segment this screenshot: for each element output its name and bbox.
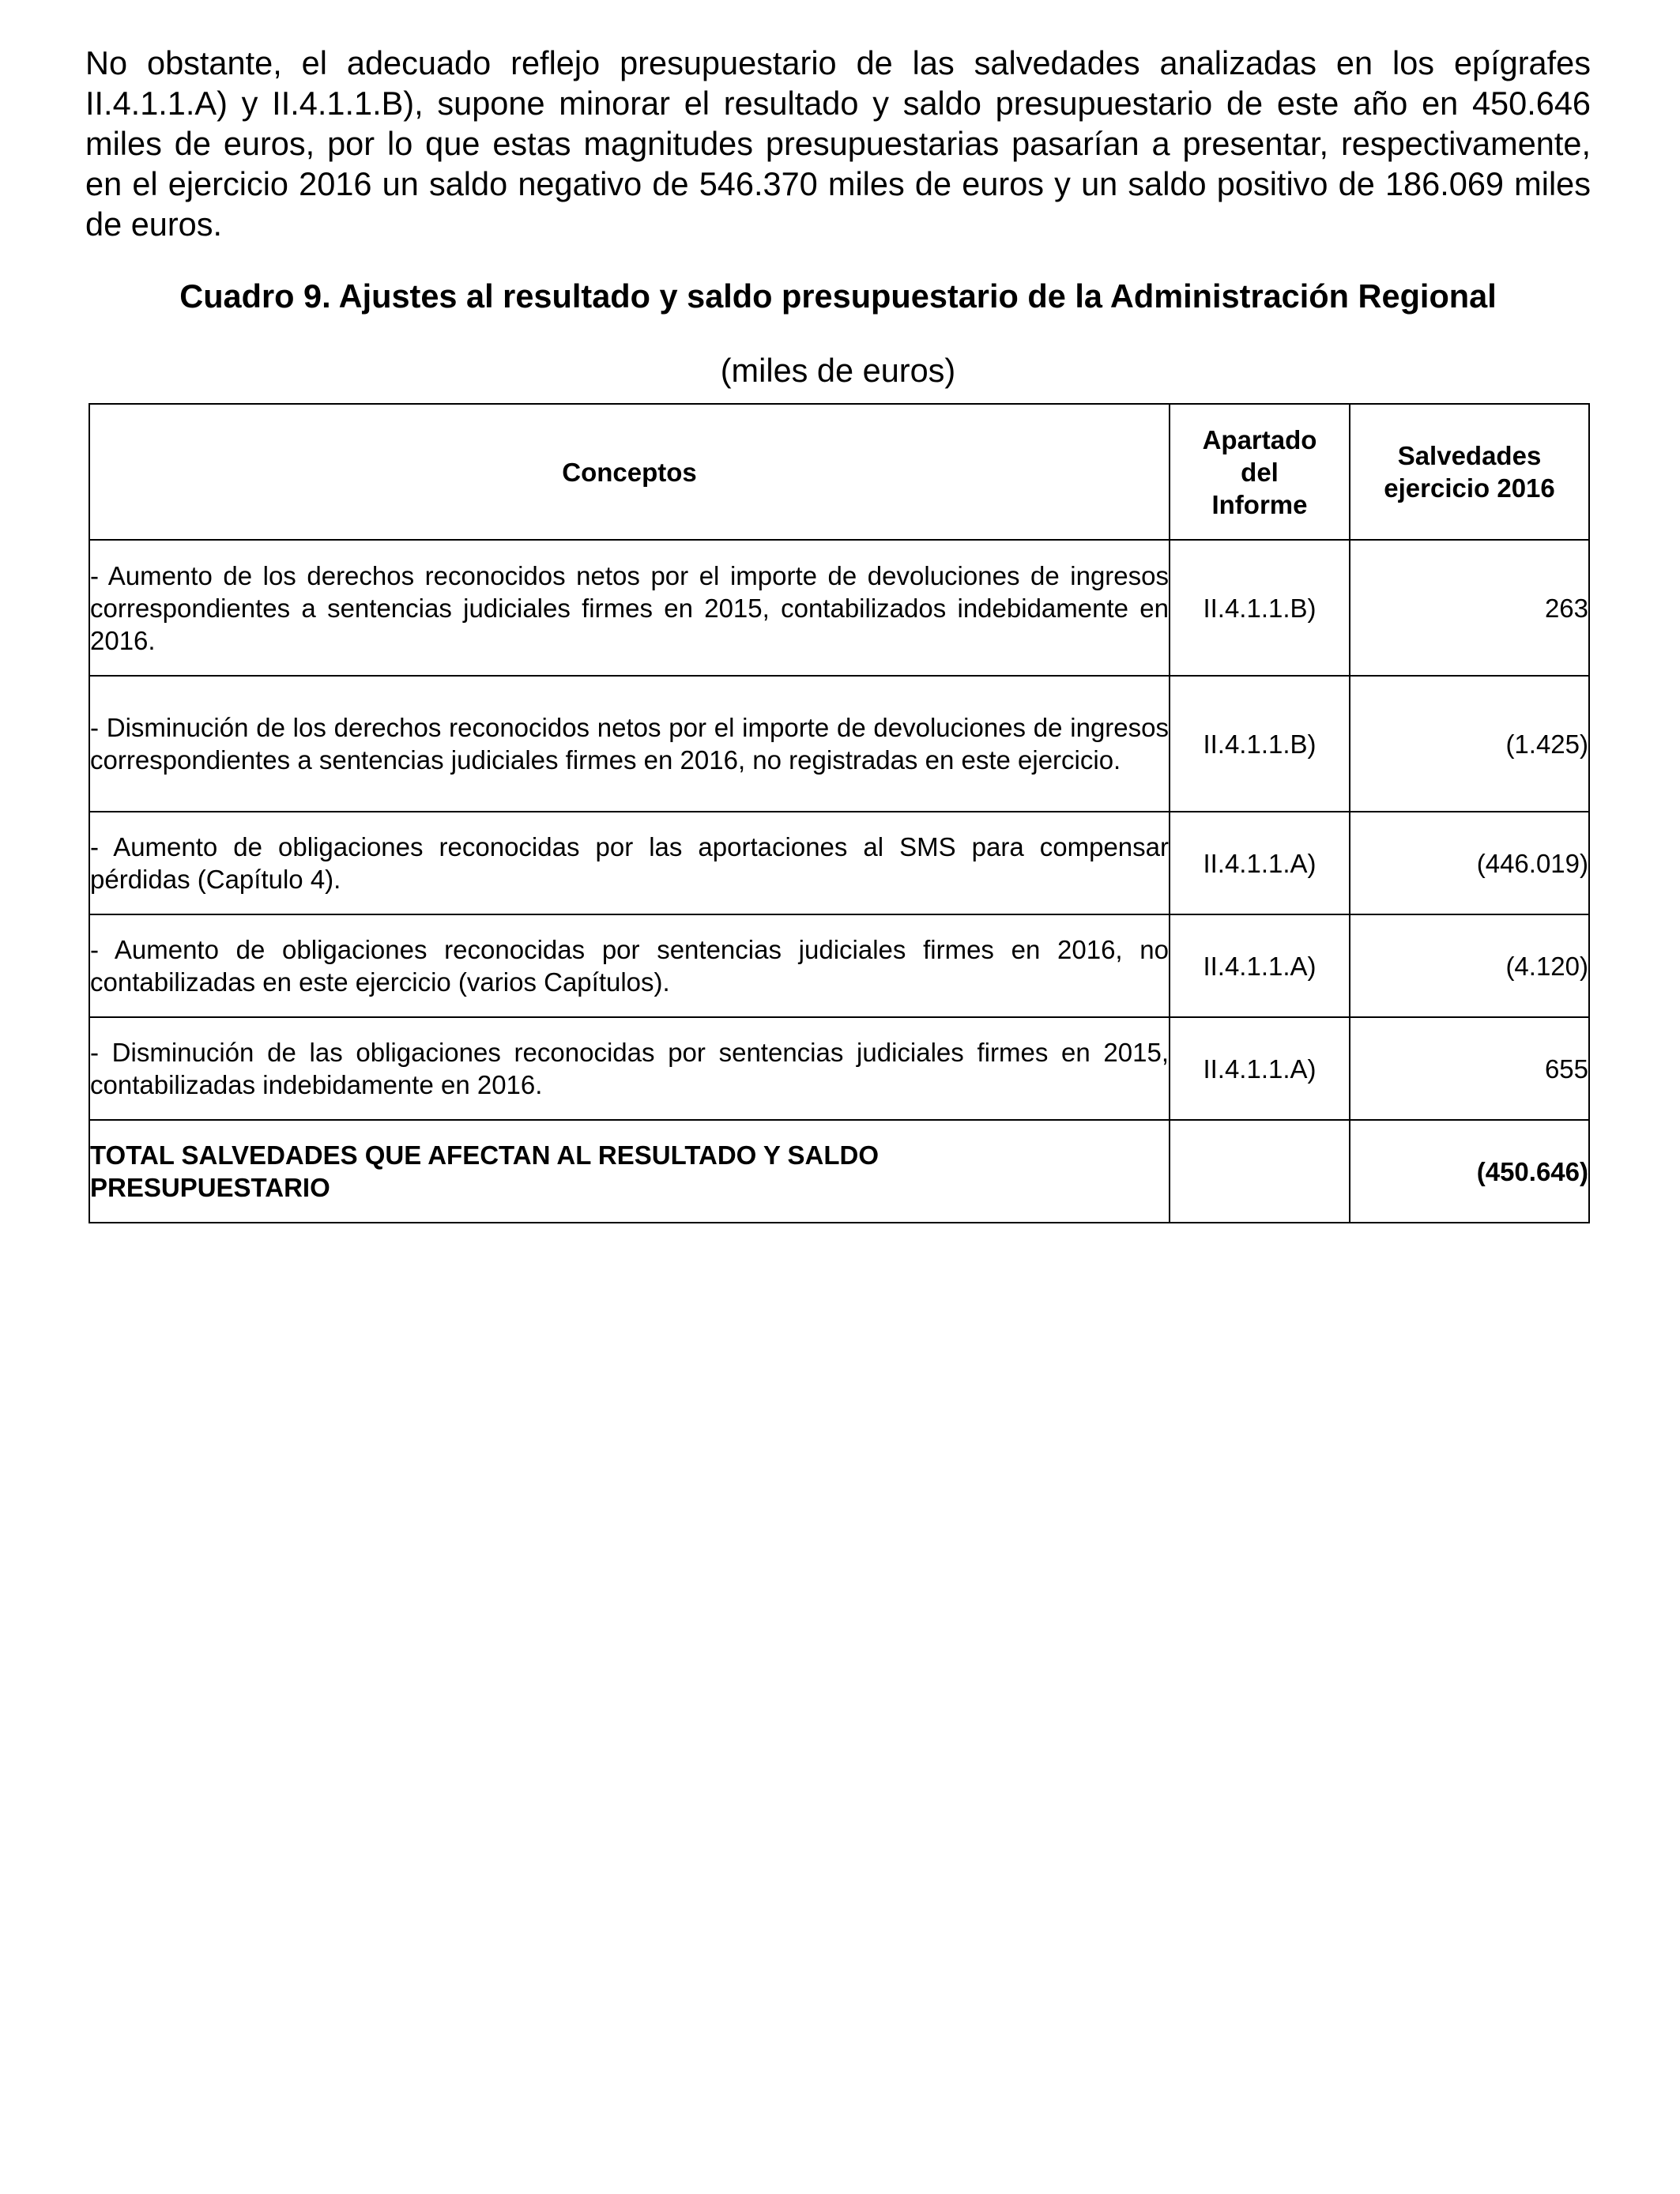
header-section-line: Informe [1211,489,1308,519]
total-amount: (450.646) [1350,1120,1589,1223]
row-concept: - Aumento de obligaciones reconocidas por sentencias judiciales firmes en 2016, no contabilizadas en este ejercicio (varios Capítulos). [89,914,1170,1017]
table-row [89,914,1589,1017]
header-section-line: del [1241,457,1279,487]
table-row [89,1017,1589,1120]
table-row [89,812,1589,914]
row-amount: (1.425) [1350,676,1589,812]
row-amount: (446.019) [1350,812,1589,914]
total-concept-line: PRESUPUESTARIO [90,1173,330,1202]
row-concept: - Disminución de los derechos reconocidos netos por el importe de devoluciones de ingresos correspondientes a sentencias judiciales firmes en 2016, no registradas en este ejercicio. [89,676,1170,812]
total-concept-line: TOTAL SALVEDADES QUE AFECTAN AL RESULTADO Y SALDO [90,1140,880,1170]
table-header-row [89,404,1589,540]
table-row [89,540,1589,676]
total-section [1170,1120,1350,1223]
header-section-line: Apartado [1202,424,1317,454]
header-amount-line: Salvedades [1397,441,1542,470]
total-concept [89,1120,1170,1223]
row-concept: - Disminución de las obligaciones reconocidas por sentencias judiciales firmes en 2015, contabilizadas indebidamente en 2016. [89,1017,1170,1120]
table-total-row [89,1120,1589,1223]
row-section: II.4.1.1.B) [1170,540,1350,676]
row-section: II.4.1.1.A) [1170,1017,1350,1120]
row-amount: (4.120) [1350,914,1589,1017]
table-caption: Cuadro 9. Ajustes al resultado y saldo presupuestario de la Administración Regional [179,277,1497,315]
row-concept: - Aumento de los derechos reconocidos netos por el importe de devoluciones de ingresos correspondientes a sentencias judiciales firmes en 2015, contabilizados indebidamente en 2016. [89,540,1170,676]
adjustments-table [89,403,1590,1223]
header-amount [1350,404,1589,540]
row-section: II.4.1.1.A) [1170,914,1350,1017]
header-section [1170,404,1350,540]
row-section: II.4.1.1.A) [1170,812,1350,914]
table-row [89,676,1589,812]
row-amount: 655 [1350,1017,1589,1120]
row-section: II.4.1.1.B) [1170,676,1350,812]
intro-paragraph: No obstante, el adecuado reflejo presupuestario de las salvedades analizadas en los epígrafes II.4.1.1.A) y II.4.1.1.B), supone minorar el resultado y saldo presupuestario de este año en 450.646 miles de euros, por lo que estas magnitudes presupuestarias pasarían a presentar, respectivamente, en el ejercicio 2016 un saldo negativo de 546.370 miles de euros y un saldo positivo de 186.069 miles de euros. [85,44,1591,243]
header-concepts: Conceptos [89,404,1170,540]
row-concept: - Aumento de obligaciones reconocidas por las aportaciones al SMS para compensar pérdidas (Capítulo 4). [89,812,1170,914]
header-amount-line: ejercicio 2016 [1384,473,1555,503]
table-units: (miles de euros) [720,352,956,389]
row-amount: 263 [1350,540,1589,676]
